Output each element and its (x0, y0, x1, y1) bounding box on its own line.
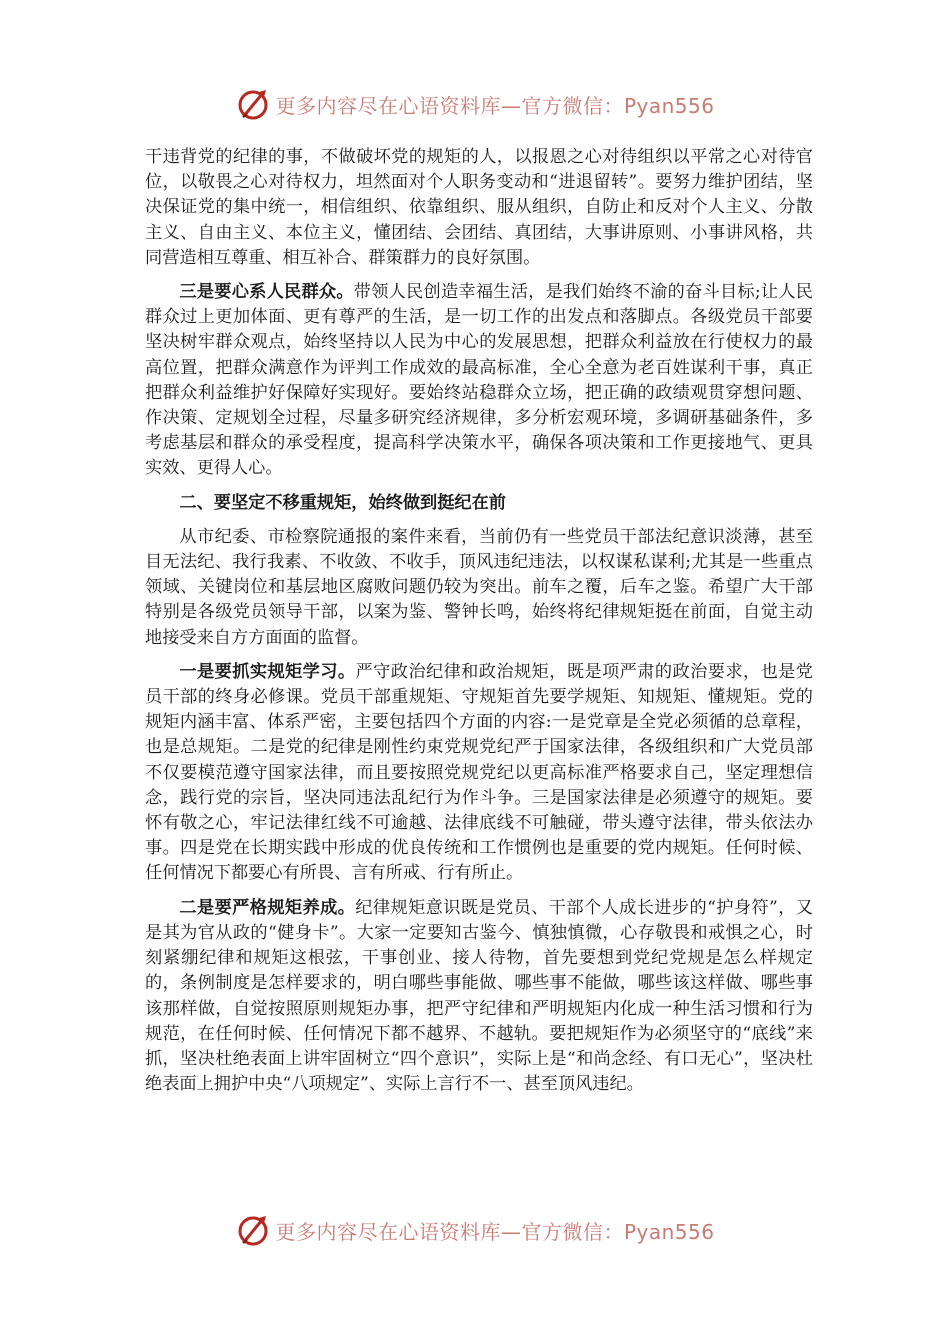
section-heading: 二、要坚定不移重规矩，始终做到挺纪在前 (179, 492, 506, 513)
paragraph (145, 896, 813, 1098)
paragraph (145, 145, 813, 271)
pen-seal-logo-icon (235, 1212, 271, 1248)
document-body (145, 145, 813, 1106)
paragraph (145, 525, 813, 651)
paragraph-text: 严守政治纪律和政治规矩，既是项严肃的政治要求，也是党员干部的终身必修课。党员干部重规矩、守规矩首先要学规矩、知规矩、懂规矩。党的规矩内涵丰富、体系严密，主要包括四个方面的内容:一是党章是全党必须循的总章程，也是总规矩。二是党的纪律是刚性约束党规党纪严于国家法律，各级组织和广大党员部不仅要模范遵守国家法律，而且要按照党规党纪以更高标准严格要求自己，坚定理想信念，践行党的宗旨，坚决同违法乱纪行为作斗争。三是国家法律是必须遵守的规矩。要怀有敬之心，牢记法律红线不可逾越、法律底线不可触碰，带头遵守法律，带头依法办事。四是党在长期实践中形成的优良传统和工作惯例也是重要的党内规矩。任何时候、任何情况下都要心有所畏、言有所戒、行有所止。 (145, 661, 813, 884)
banner-text: 更多内容尽在心语资料库—官方微信：Pyan556 (275, 93, 715, 118)
paragraph-lead: 二是要严格规矩养成。 (179, 897, 356, 918)
footer-banner (0, 1212, 950, 1248)
paragraph-text: 从市纪委、市检察院通报的案件来看，当前仍有一些党员干部法纪意识淡薄，甚至目无法纪、我行我素、不收敛、不收手，顶风违纪违法，以权谋私谋利;尤其是一些重点领域、关键岗位和基层地区腐败问题仍较为突出。前车之覆，后车之鉴。希望广大干部特别是各级党员领导干部，以案为鉴、警钟长鸣，始终将纪律规矩挺在前面，自觉主动地接受来自方方面面的监督。 (145, 526, 813, 648)
pen-seal-logo-icon (235, 86, 271, 122)
paragraph-text: 带领人民创造幸福生活，是我们始终不渝的奋斗目标;让人民群众过上更加体面、更有尊严的生活，是一切工作的出发点和落脚点。各级党员干部要坚决树牢群众观点，始终坚持以人民为中心的发展思想，把群众利益放在行使权力的最高位置，把群众满意作为评判工作成效的最高标准，全心全意为老百姓谋利干事，真正把群众利益维护好保障好实现好。要始终站稳群众立场，把正确的政绩观贯穿想问题、作决策、定规划全过程，尽量多研究经济规律，多分析宏观环境，多调研基础条件，多考虑基层和群众的承受程度，提高科学决策水平，确保各项决策和工作更接地气、更具实效、更得人心。 (145, 282, 813, 479)
paragraph-text: 干违背党的纪律的事，不做破坏党的规矩的人，以报恩之心对待组织以平常之心对待官位，以敬畏之心对待权力，坦然面对个人职务变动和“进退留转”。要努力维护团结，坚决保证党的集中统一，相信组织、依靠组织、服从组织，自防止和反对个人主义、分散主义、自由主义、本位主义，懂团结、会团结、真团结，大事讲原则、小事讲风格，共同营造相互尊重、相互补合、群策群力的良好氛围。 (145, 147, 813, 268)
paragraph (145, 280, 813, 482)
header-banner (0, 86, 950, 122)
banner-text: 更多内容尽在心语资料库—官方微信：Pyan556 (275, 1219, 715, 1244)
paragraph-lead: 一是要抓实规矩学习。 (179, 661, 356, 682)
paragraph (145, 660, 813, 887)
paragraph-text: 纪律规矩意识既是党员、干部个人成长进步的“护身符”，又是其为官从政的“健身卡”。大家一定要知古鉴今、慎独慎微，心存敬畏和戒惧之心，时刻紧绷纪律和规矩这根弦，干事创业、接人待物，首先要想到党纪党规是怎么样规定的，条例制度是怎样要求的，明白哪些事能做、哪些事不能做，哪些该这样做、哪些事该那样做，自觉按照原则规矩办事，把严守纪律和严明规矩内化成一种生活习惯和行为规范，在任何时候、任何情况下都不越界、不越轨。要把规矩作为必须坚守的“底线”来抓，坚决杜绝表面上讲牢固树立“四个意识”，实际上是“和尚念经、有口无心”，坚决杜绝表面上拥护中央“八项规定”、实际上言行不一、甚至顶风违纪。 (145, 897, 813, 1095)
paragraph-lead: 三是要心系人民群众。 (179, 282, 354, 303)
